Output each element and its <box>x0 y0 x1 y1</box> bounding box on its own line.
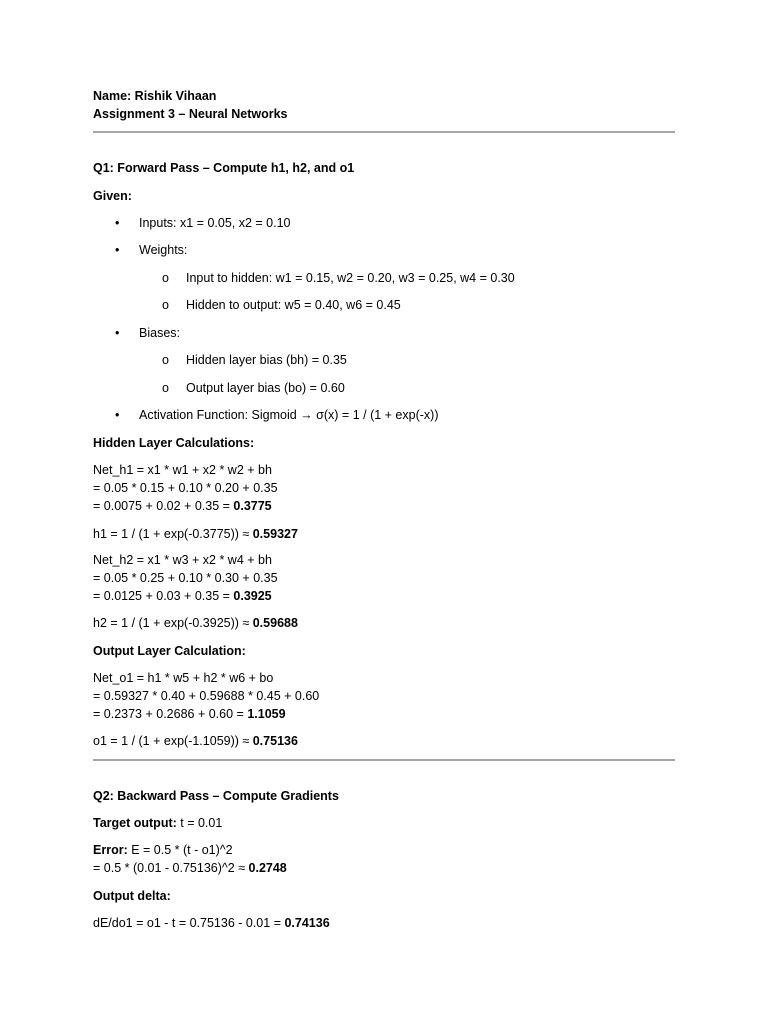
output-delta-result: dE/do1 = o1 - t = 0.75136 - 0.01 = 0.74136 <box>93 916 330 930</box>
bullet-icon: • <box>115 216 120 230</box>
sub-bullet-icon: o <box>162 298 169 312</box>
net-o1-value: 1.1059 <box>247 707 286 721</box>
output-delta-heading: Output delta: <box>93 889 171 903</box>
o1-result: o1 = 1 / (1 + exp(-1.1059)) ≈ 0.75136 <box>93 734 298 748</box>
error-value: 0.2748 <box>248 861 287 875</box>
net-o1-formula: Net_o1 = h1 * w5 + h2 * w6 + bo <box>93 671 274 685</box>
activation-item: Activation Function: Sigmoid → σ(x) = 1 / (1 + exp(-x)) <box>139 408 439 422</box>
net-o1-substitution: = 0.59327 * 0.40 + 0.59688 * 0.45 + 0.60 <box>93 689 320 703</box>
weights-hidden-output: Hidden to output: w5 = 0.40, w6 = 0.45 <box>186 298 401 312</box>
bullet-icon: • <box>115 326 120 340</box>
output-delta-value: 0.74136 <box>284 916 330 930</box>
o1-value: 0.75136 <box>252 734 298 748</box>
h2-value: 0.59688 <box>252 616 298 630</box>
divider-2 <box>93 759 675 761</box>
h2-result: h2 = 1 / (1 + exp(-0.3925)) ≈ 0.59688 <box>93 616 298 630</box>
net-h2-value: 0.3925 <box>233 589 272 603</box>
hidden-heading: Hidden Layer Calculations: <box>93 436 255 450</box>
h1-result: h1 = 1 / (1 + exp(-0.3775)) ≈ 0.59327 <box>93 527 298 541</box>
given-label: Given: <box>93 189 132 203</box>
target-output: Target output: t = 0.01 <box>93 816 223 830</box>
student-name: Name: Rishik Vihaan <box>93 89 217 103</box>
assignment-title: Assignment 3 – Neural Networks <box>93 107 288 121</box>
net-h2-formula: Net_h2 = x1 * w3 + x2 * w4 + bh <box>93 553 272 567</box>
bias-hidden: Hidden layer bias (bh) = 0.35 <box>186 353 347 367</box>
sub-bullet-icon: o <box>162 271 169 285</box>
divider-1 <box>93 131 675 133</box>
net-h2-result: = 0.0125 + 0.03 + 0.35 = 0.3925 <box>93 589 272 603</box>
net-o1-result: = 0.2373 + 0.2686 + 0.60 = 1.1059 <box>93 707 286 721</box>
bias-output: Output layer bias (bo) = 0.60 <box>186 381 345 395</box>
net-h2-substitution: = 0.05 * 0.25 + 0.10 * 0.30 + 0.35 <box>93 571 278 585</box>
q1-title: Q1: Forward Pass – Compute h1, h2, and o1 <box>93 161 355 175</box>
h1-value: 0.59327 <box>252 527 298 541</box>
error-result: = 0.5 * (0.01 - 0.75136)^2 ≈ 0.2748 <box>93 861 287 875</box>
inputs-item: Inputs: x1 = 0.05, x2 = 0.10 <box>139 216 291 230</box>
weights-item: Weights: <box>139 243 188 257</box>
error-formula: Error: E = 0.5 * (t - o1)^2 <box>93 843 233 857</box>
sub-bullet-icon: o <box>162 353 169 367</box>
output-heading: Output Layer Calculation: <box>93 644 246 658</box>
bullet-icon: • <box>115 408 120 422</box>
net-h1-value: 0.3775 <box>233 499 272 513</box>
net-h1-formula: Net_h1 = x1 * w1 + x2 * w2 + bh <box>93 463 272 477</box>
biases-item: Biases: <box>139 326 180 340</box>
net-h1-result: = 0.0075 + 0.02 + 0.35 = 0.3775 <box>93 499 272 513</box>
weights-input-hidden: Input to hidden: w1 = 0.15, w2 = 0.20, w3 = 0.25, w4 = 0.30 <box>186 271 515 285</box>
q2-title: Q2: Backward Pass – Compute Gradients <box>93 789 339 803</box>
sub-bullet-icon: o <box>162 381 169 395</box>
bullet-icon: • <box>115 243 120 257</box>
net-h1-substitution: = 0.05 * 0.15 + 0.10 * 0.20 + 0.35 <box>93 481 278 495</box>
